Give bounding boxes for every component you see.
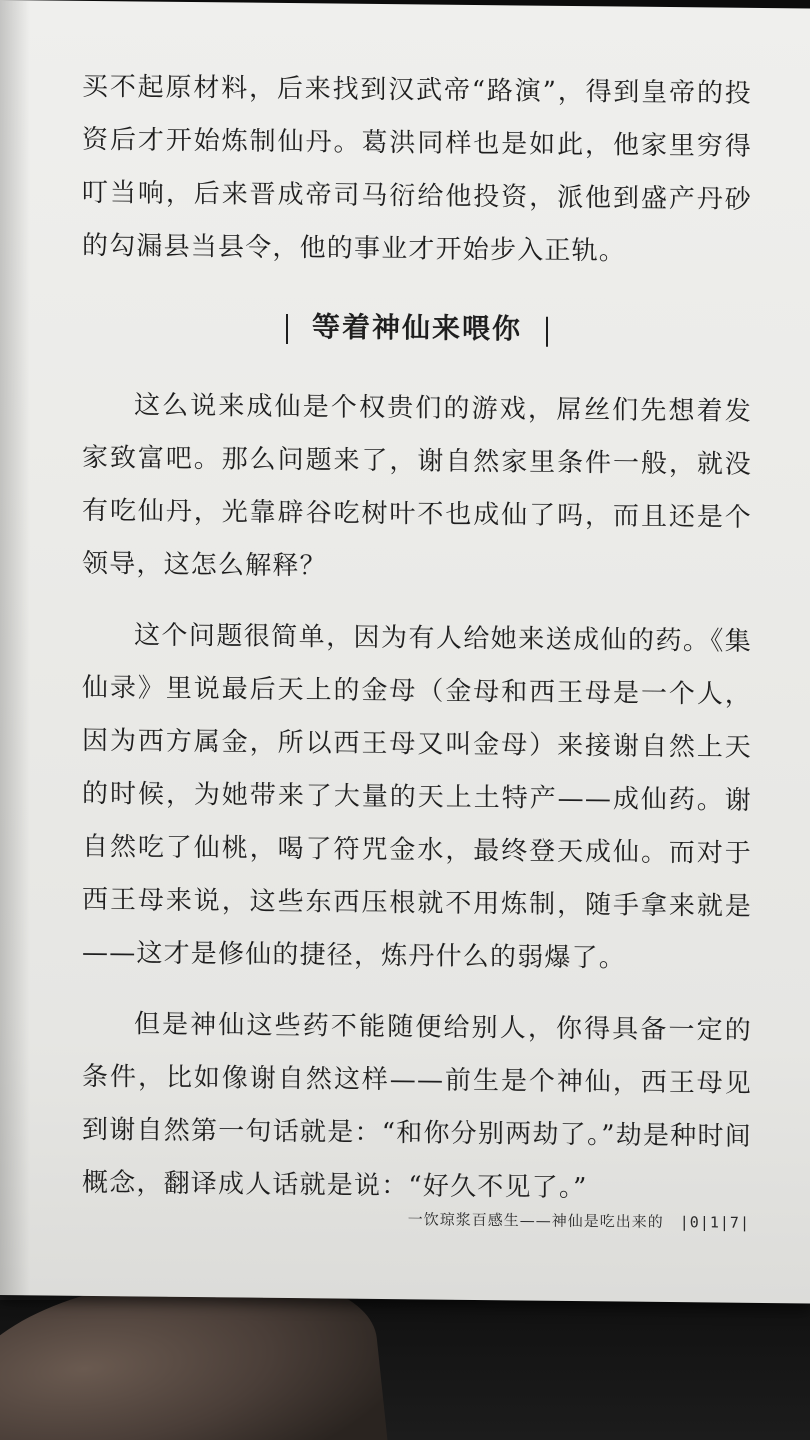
paragraph-continued: 买不起原材料，后来找到汉武帝“路演”，得到皇帝的投资后才开始炼制仙丹。葛洪同样也是如此，他家里穷得叮当响，后来晋成帝司马衍给他投资，派他到盛产丹砂的勾漏县当县令，他的事业才开始步入正轨。 [82,71,752,267]
gutter-shadow [0,0,30,1295]
paragraph: 这么说来成仙是个权贵们的游戏，屌丝们先想着发家致富吧。那么问题来了，谢自然家里条件一般，就没有吃仙丹，光靠辟谷吃树叶不也成仙了吗，而且还是个领导，这怎么解释？ [82,390,752,582]
running-title: 一饮琼浆百感生——神仙是吃出来的 [407,1210,664,1231]
paragraph: 这个问题很简单，因为有人给她来送成仙的药。《集仙录》里说最后天上的金母（金母和西王母是一个人，因为西方属金，所以西王母又叫金母）来接谢自然上天的时候，为她带来了大量的天上土特产——成仙药。谢自然吃了仙桃，喝了符咒金水，最终登天成仙。而对于西王母来说，这些东西压根就不用炼制，随手拿来就是——这才是修仙的捷径，炼丹什么的弱爆了。 [82,620,752,974]
heading-bar-right [546,316,548,346]
page-footer [408,1208,750,1233]
section-heading-text: 等着神仙来喂你 [311,310,522,346]
page-number: |0|1|7| [679,1212,750,1232]
section-heading [82,305,752,352]
paragraph: 但是神仙这些药不能随便给别人，你得具备一定的条件，比如像谢自然这样——前生是个神仙，西王母见到谢自然第一句话就是：“和你分别两劫了。”劫是种时间概念，翻译成人话就是说：“好久不见了。” [82,1009,752,1204]
page-body [82,61,752,1217]
heading-bar-left [286,313,288,343]
